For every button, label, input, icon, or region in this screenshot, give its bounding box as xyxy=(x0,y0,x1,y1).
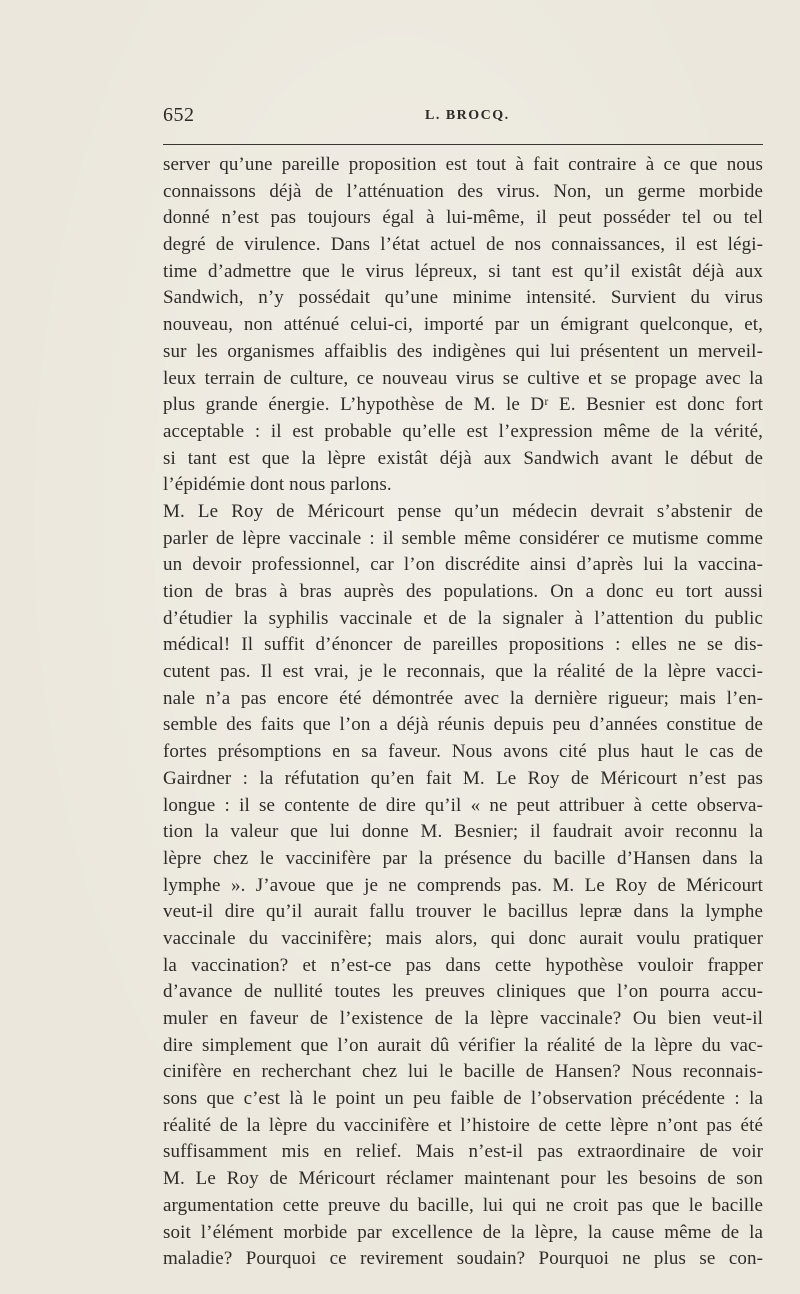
text-line: vaccinale du vaccinifère; mais alors, qui donc aurait voulu pratiquer xyxy=(163,927,763,949)
text-line: leux terrain de culture, ce nouveau virus se cultive et se propage avec la xyxy=(163,367,763,389)
text-line: un devoir professionnel, car l’on discrédite ainsi d’après lui la vaccina- xyxy=(163,554,763,576)
text-line: la vaccination? et n’est-ce pas dans cette hypothèse vouloir frapper xyxy=(163,954,763,976)
text-line: suffisamment mis en relief. Mais n’est-il pas extraordinaire de voir xyxy=(163,1141,763,1163)
text-line: donné n’est pas toujours égal à lui-même, il peut posséder tel ou tel xyxy=(163,207,763,229)
text-line: muler en faveur de l’existence de la lèpre vaccinale? Ou bien veut-il xyxy=(163,1008,763,1029)
text-line: médical! Il suffit d’énoncer de pareilles propositions : elles ne se dis- xyxy=(163,634,763,656)
text-line: tion la valeur que lui donne M. Besnier; il faudrait avoir reconnu la xyxy=(163,821,763,843)
text-line: sons que c’est là le point un peu faible de l’observation précédente : la xyxy=(163,1088,763,1110)
running-head-author: L. BROCQ. xyxy=(425,108,510,123)
text-line: server qu’une pareille proposition est tout à fait contraire à ce que nous xyxy=(163,154,763,175)
text-line: M. Le Roy de Méricourt pense qu’un médecin devrait s’abstenir de xyxy=(163,500,763,522)
running-head xyxy=(163,104,763,130)
text-line: degré de virulence. Dans l’état actuel de nos connaissances, il est légi- xyxy=(163,234,763,256)
text-line: parler de lèpre vaccinale : il semble même considérer ce mutisme comme xyxy=(163,527,763,549)
text-line: sur les organismes affaiblis des indigènes qui lui présentent un merveil- xyxy=(163,340,763,362)
text-line: soit l’élément morbide par excellence de la lèpre, la cause même de la xyxy=(163,1221,763,1243)
text-line: acceptable : il est probable qu’elle est l’expression même de la vérité, xyxy=(163,420,763,442)
text-line: nouveau, non atténué celui-ci, importé par un émigrant quelconque, et, xyxy=(163,314,763,336)
text-line: M. Le Roy de Méricourt réclamer maintenant pour les besoins de son xyxy=(163,1168,763,1190)
text-line: si tant est que la lèpre existât déjà aux Sandwich avant le début de xyxy=(163,447,763,469)
text-line: lèpre chez le vaccinifère par la présence du bacille d’Hansen dans la xyxy=(163,847,763,869)
text-line: d’avance de nullité toutes les preuves cliniques que l’on pourra accu- xyxy=(163,981,763,1003)
text-line: Gairdner : la réfutation qu’en fait M. Le Roy de Méricourt n’est pas xyxy=(163,767,763,789)
text-line: lymphe ». J’avoue que je ne comprends pas. M. Le Roy de Méricourt xyxy=(163,874,763,896)
text-line: argumentation cette preuve du bacille, lui qui ne croit pas que le bacille xyxy=(163,1194,763,1216)
text-line: cutent pas. Il est vrai, je le reconnais, que la réalité de la lèpre vacci- xyxy=(163,661,763,683)
page-number: 652 xyxy=(163,104,195,126)
text-line: nale n’a pas encore été démontrée avec la dernière rigueur; mais l’en- xyxy=(163,687,763,709)
text-line: l’épidémie dont nous parlons. xyxy=(163,474,392,496)
body-text xyxy=(163,152,763,1273)
text-line: tion de bras à bras auprès des populations. On a donc eu tort aussi xyxy=(163,581,763,602)
text-line: veut-il dire qu’il aurait fallu trouver le bacillus lepræ dans la lymphe xyxy=(163,901,763,923)
text-line: réalité de la lèpre du vaccinifère et l’histoire de cette lèpre n’ont pas été xyxy=(163,1114,763,1136)
text-line: cinifère en recherchant chez lui le bacille de Hansen? Nous reconnais- xyxy=(163,1061,763,1083)
text-line: fortes présomptions en sa faveur. Nous avons cité plus haut le cas de xyxy=(163,741,763,763)
text-line: connaissons déjà de l’atténuation des virus. Non, un germe morbide xyxy=(163,180,763,202)
text-line: time d’admettre que le virus lépreux, si tant est qu’il existât déjà aux xyxy=(163,260,763,282)
text-line: d’étudier la syphilis vaccinale et de la signaler à l’attention du public xyxy=(163,607,763,629)
text-line: plus grande énergie. L’hypothèse de M. le Dʳ E. Besnier est donc fort xyxy=(163,394,763,416)
header-rule xyxy=(163,144,763,145)
text-line: longue : il se contente de dire qu’il « ne peut attribuer à cette observa- xyxy=(163,794,763,816)
text-line: dire simplement que l’on aurait dû vérifier la réalité de la lèpre du vac- xyxy=(163,1034,763,1056)
text-line: semble des faits que l’on a déjà réunis depuis peu d’années constitue de xyxy=(163,714,763,736)
text-line: Sandwich, n’y possédait qu’une minime intensité. Survient du virus xyxy=(163,287,763,309)
text-line: maladie? Pourquoi ce revirement soudain? Pourquoi ne plus se con- xyxy=(163,1248,763,1270)
